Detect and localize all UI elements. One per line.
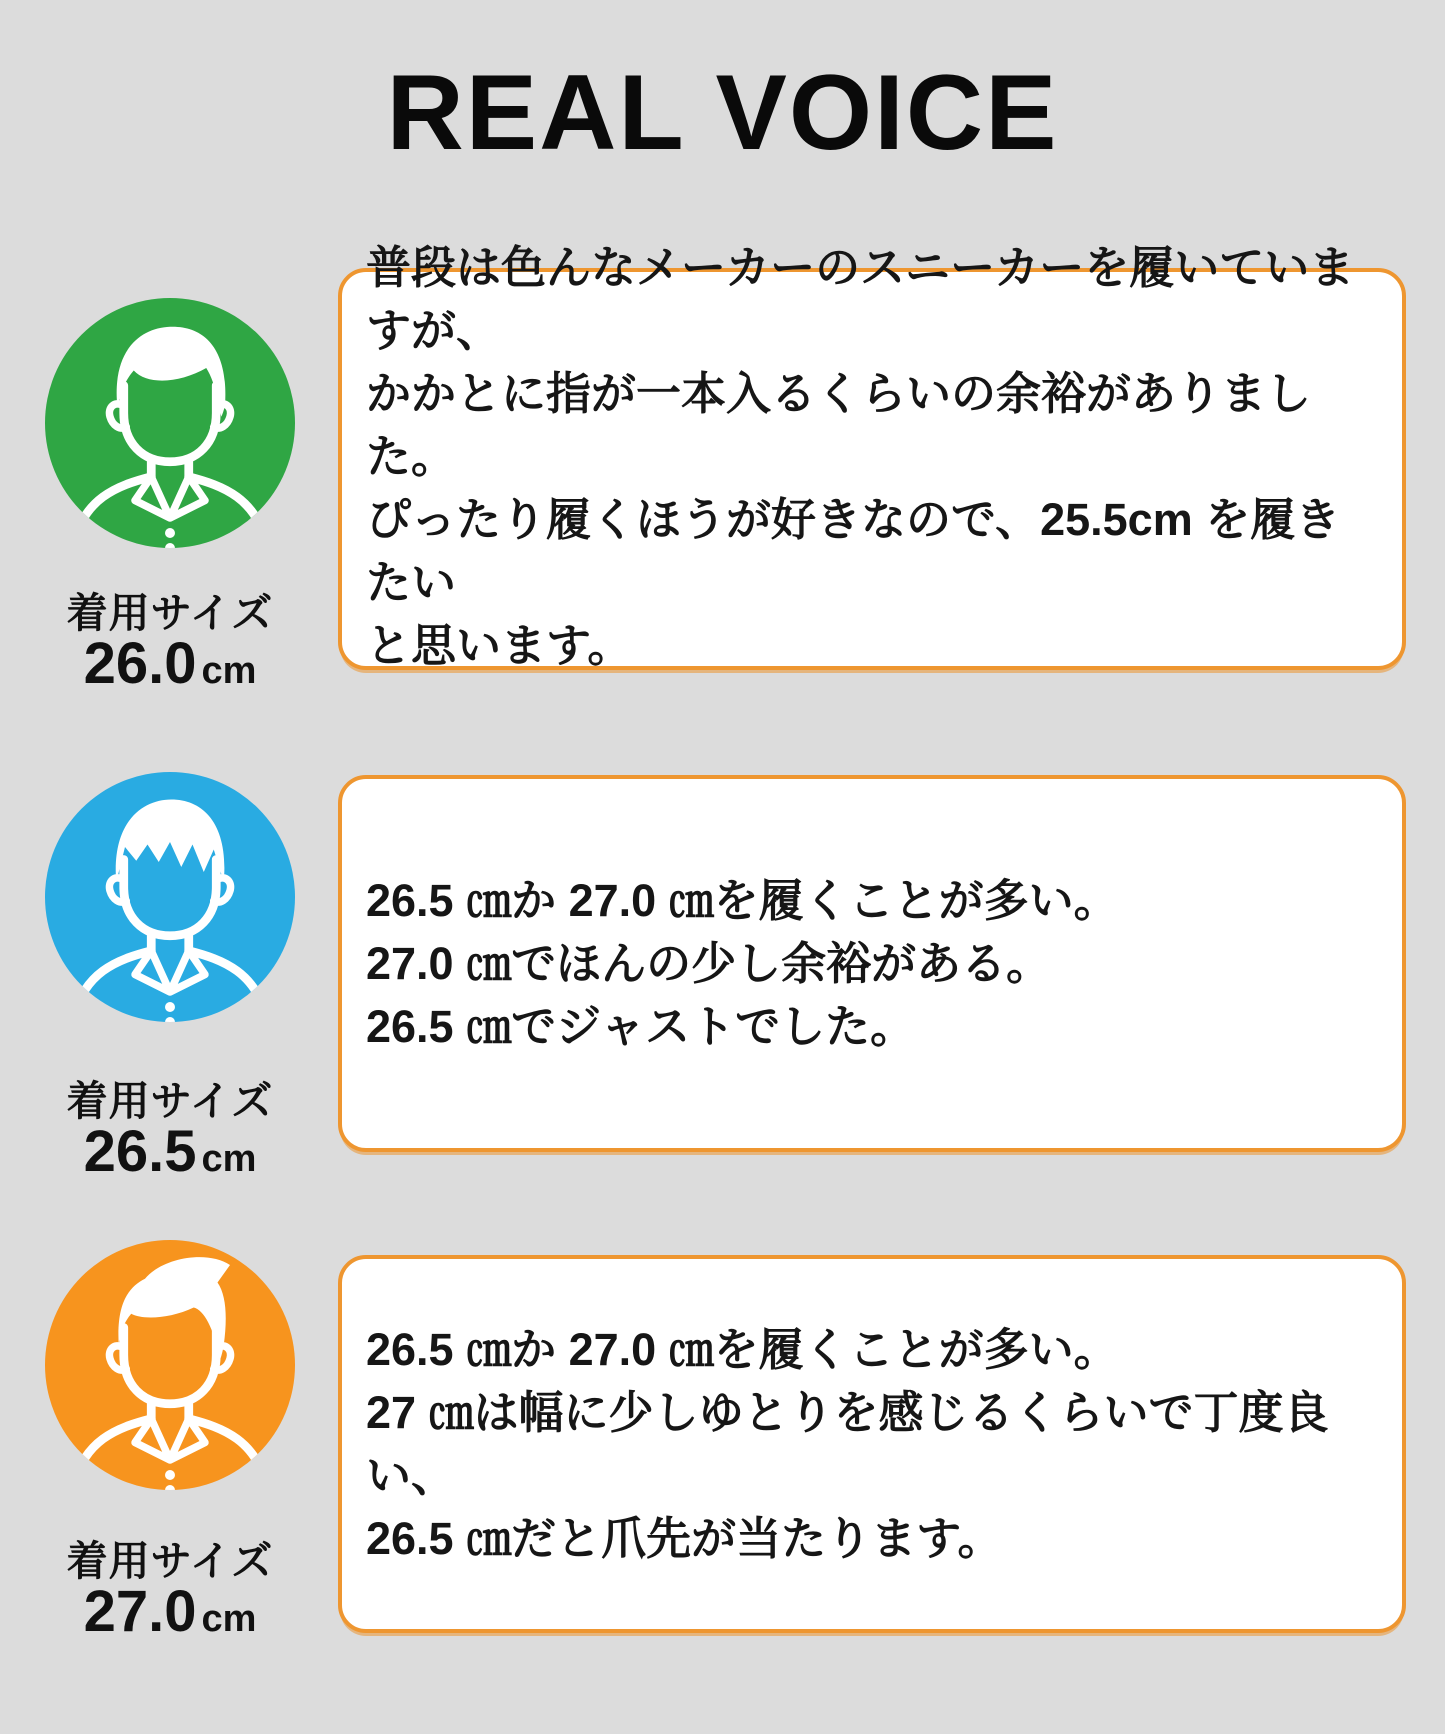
review-bubble-2 xyxy=(338,775,1406,1152)
size-number: 27.0 xyxy=(83,1579,197,1644)
review-line: 26.5 ㎝か 27.0 ㎝を履くことが多い。 xyxy=(366,875,1119,926)
review-bubble-3 xyxy=(338,1255,1406,1633)
reviewer-avatar-3 xyxy=(45,1240,295,1490)
male-avatar-zigzag-bangs-icon xyxy=(45,772,295,1022)
review-line: ぴったり履くほうが好きなので、25.5cm を履きたい xyxy=(366,493,1341,608)
review-line: と思います。 xyxy=(366,619,633,671)
review-line: 26.5 ㎝か 27.0 ㎝を履くことが多い。 xyxy=(366,1324,1119,1375)
page-title: REAL VOICE xyxy=(386,52,1059,172)
size-unit: cm xyxy=(201,1598,257,1640)
size-value-2 xyxy=(20,1118,320,1185)
review-line: 26.5 ㎝だと爪先が当たります。 xyxy=(366,1513,1003,1564)
male-avatar-quiff-hair-icon xyxy=(45,1240,295,1490)
male-avatar-side-swept-hair-icon xyxy=(45,298,295,548)
review-bubble-1 xyxy=(338,241,1406,671)
reviewer-avatar-2 xyxy=(45,772,295,1022)
size-value-1 xyxy=(20,630,320,697)
size-number: 26.0 xyxy=(83,631,197,696)
reviewer-avatar-1 xyxy=(45,298,295,548)
review-line: 26.5 ㎝でジャストでした。 xyxy=(366,1001,916,1052)
review-line: かかとに指が一本入るくらいの余裕がありました。 xyxy=(366,367,1312,482)
review-line: 27 ㎝は幅に少しゆとりを感じるくらいで丁度良い、 xyxy=(366,1387,1329,1501)
size-number: 26.5 xyxy=(83,1119,197,1184)
size-label-3: 着用サイズ xyxy=(66,1538,274,1584)
size-unit: cm xyxy=(201,650,257,692)
size-value-3 xyxy=(20,1578,320,1645)
review-line: 普段は色んなメーカーのスニーカーを履いていますが、 xyxy=(366,241,1355,356)
review-line: 27.0 ㎝でほんの少し余裕がある。 xyxy=(366,938,1052,989)
size-unit: cm xyxy=(201,1138,257,1180)
size-label-1: 着用サイズ xyxy=(66,590,274,636)
size-label-2: 着用サイズ xyxy=(66,1078,274,1124)
